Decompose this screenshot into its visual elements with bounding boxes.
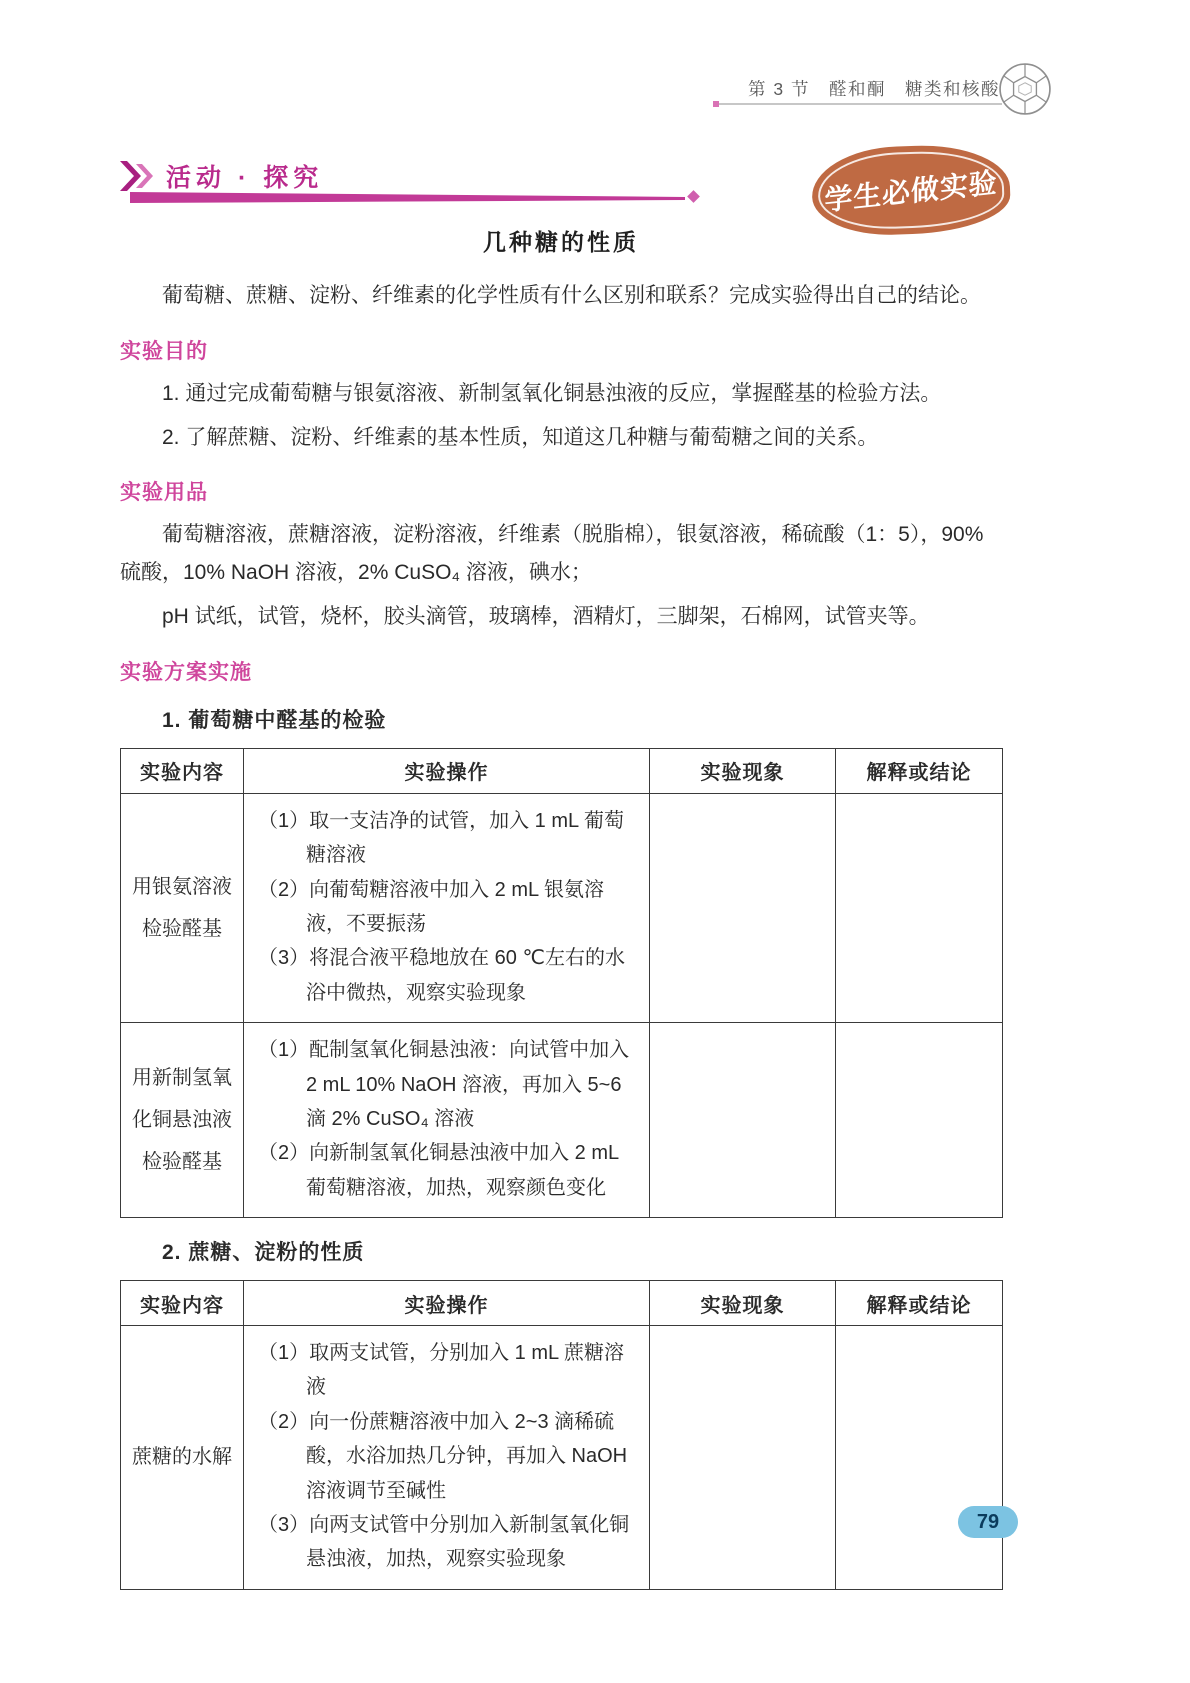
operation-step: （1）取两支试管，分别加入 1 mL 蔗糖溶液	[258, 1342, 624, 1399]
column-header-content: 实验内容	[121, 748, 244, 793]
phenomenon-cell-empty	[650, 1023, 836, 1218]
table-row	[121, 793, 1003, 1022]
experiment-table-aldehyde-test	[120, 748, 1003, 1218]
conclusion-cell-empty	[836, 793, 1003, 1022]
heading-experiment-plan: 实验方案实施	[120, 660, 252, 684]
phenomenon-cell-empty	[650, 1326, 836, 1590]
experiment-operation-cell	[244, 1326, 650, 1590]
stamp-label: 学生必做实验	[824, 166, 998, 217]
operation-step: （1）取一支洁净的试管，加入 1 mL 葡萄糖溶液	[258, 809, 624, 867]
experiment-operation-cell	[244, 1023, 650, 1218]
heading-experiment-supplies: 实验用品	[120, 481, 208, 505]
step-2-title: 2. 蔗糖、淀粉的性质	[162, 1241, 365, 1265]
experiment-content-cell: 蔗糖的水解	[121, 1326, 244, 1590]
activity-section-label: 活动 · 探究	[166, 164, 324, 192]
table-header-row	[121, 1281, 1003, 1326]
column-header-conclusion: 解释或结论	[836, 748, 1003, 793]
activity-underline-rule	[130, 191, 698, 207]
chapter-header-title: 第 3 节 醛和酮 糖类和核酸	[748, 79, 1000, 99]
column-header-phenomenon: 实验现象	[650, 748, 836, 793]
rule-end-diamond	[687, 190, 700, 203]
column-header-content: 实验内容	[121, 1281, 244, 1326]
table-header-row	[121, 748, 1003, 793]
column-header-operation: 实验操作	[244, 748, 650, 793]
experiment-content-cell: 用新制氢氧化铜悬浊液检验醛基	[121, 1023, 244, 1218]
page-content	[120, 224, 1002, 1600]
experiment-content-cell: 用银氨溶液检验醛基	[121, 793, 244, 1022]
intro-paragraph: 葡萄糖、蔗糖、淀粉、纤维素的化学性质有什么区别和联系？完成实验得出自己的结论。	[162, 284, 981, 307]
page-number: 79	[976, 1510, 1000, 1533]
conclusion-cell-empty	[836, 1326, 1003, 1590]
purpose-item: 1. 通过完成葡萄糖与银氨溶液、新制氢氧化铜悬浊液的反应，掌握醛基的检验方法。	[162, 381, 942, 405]
experiment-operation-cell	[244, 793, 650, 1022]
heading-experiment-purpose: 实验目的	[120, 339, 208, 363]
operation-step: （2）向一份蔗糖溶液中加入 2~3 滴稀硫酸，水浴加热几分钟，再加入 NaOH 溶液调节至碱性	[258, 1410, 628, 1502]
activity-chevrons-icon	[118, 159, 156, 193]
operation-step: （1）配制氢氧化铜悬浊液：向试管中加入 2 mL 10% NaOH 溶液，再加入 5~6 滴 2% CuSO₄ 溶液	[258, 1039, 630, 1130]
column-header-phenomenon: 实验现象	[650, 1281, 836, 1326]
operation-step: （3）向两支试管中分别加入新制氢氧化铜悬浊液，加热，观察实验现象	[258, 1514, 630, 1571]
phenomenon-cell-empty	[650, 793, 836, 1022]
operation-step: （3）将混合液平稳地放在 60 ℃左右的水浴中微热，观察实验现象	[258, 947, 625, 1004]
chapter-header-rule	[714, 103, 1002, 105]
experiment-title: 几种糖的性质	[483, 229, 639, 255]
conclusion-cell-empty	[836, 1023, 1003, 1218]
header-rule-dot	[713, 101, 719, 107]
operation-step: （2）向新制氢氧化铜悬浊液中加入 2 mL 葡萄糖溶液，加热，观察颜色变化	[258, 1142, 619, 1199]
column-header-operation: 实验操作	[244, 1281, 650, 1326]
fullerene-molecule-icon	[998, 62, 1052, 116]
step-1-title: 1. 葡萄糖中醛基的检验	[162, 708, 387, 732]
purpose-item: 2. 了解蔗糖、淀粉、纤维素的基本性质，知道这几种糖与葡萄糖之间的关系。	[162, 425, 879, 449]
operation-step: （2）向葡萄糖溶液中加入 2 mL 银氨溶液，不要振荡	[258, 878, 604, 935]
activity-banner	[118, 158, 698, 206]
table-row	[121, 1023, 1003, 1218]
column-header-conclusion: 解释或结论	[836, 1281, 1003, 1326]
experiment-table-sucrose-starch	[120, 1280, 1003, 1590]
page-number-badge	[958, 1506, 1018, 1538]
table-row	[121, 1326, 1003, 1590]
supplies-paragraph: pH 试纸，试管，烧杯，胶头滴管，玻璃棒，酒精灯，三脚架，石棉网，试管夹等。	[162, 604, 930, 628]
supplies-paragraph: 葡萄糖溶液，蔗糖溶液，淀粉溶液，纤维素（脱脂棉），银氨溶液，稀硫酸（1：5），90% 硫酸，10% NaOH 溶液，2% CuSO₄ 溶液，碘水；	[120, 523, 984, 585]
